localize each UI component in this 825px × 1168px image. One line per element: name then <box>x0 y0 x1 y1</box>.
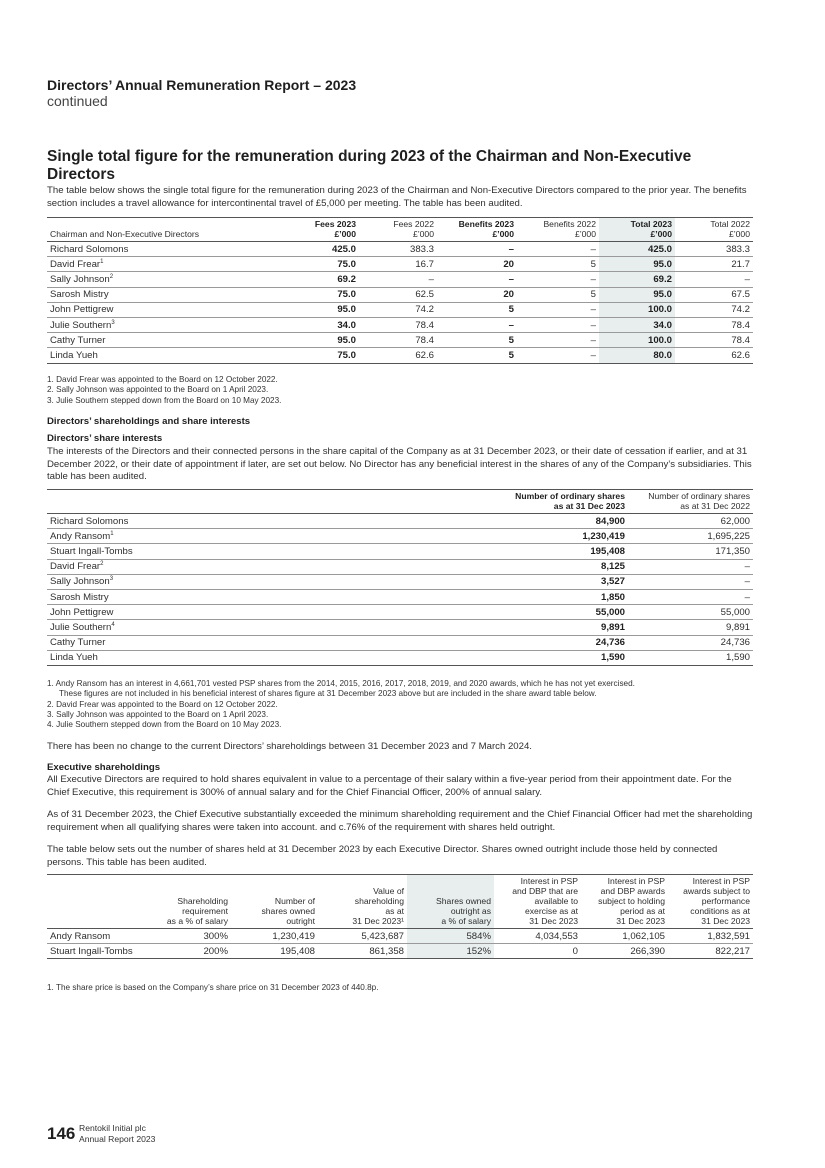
table-row <box>47 589 753 604</box>
cell-fees2023: 75.0 <box>287 287 359 302</box>
section2-heading: Directors’ shareholdings and share interests <box>47 416 251 427</box>
footnote: 3. Julie Southern stepped down from the Board on 10 May 2023. <box>47 395 282 405</box>
cell-shares2023: 3,527 <box>497 574 628 589</box>
director-name: Linda Yueh <box>47 348 287 363</box>
director-name: Richard Solomons <box>47 242 287 257</box>
director-name: Sarosh Mistry <box>47 589 497 604</box>
section3-para3: The table below sets out the number of shares held at 31 December 2023 by each Executive Director. Shares owned outright include those held by connected persons. This table has been audited. <box>47 844 718 868</box>
table-row <box>47 317 753 332</box>
table-row <box>47 333 753 348</box>
cell-benefits2022: 5 <box>517 257 599 272</box>
col-header-value: Value of shareholding as at 31 Dec 2023¹ <box>318 875 407 929</box>
footnote: 3. Sally Johnson was appointed to the Board on 1 April 2023. <box>47 709 269 719</box>
col-header-exercise: Interest in PSP and DBP that are available to exercise as at 31 Dec 2023 <box>494 875 581 929</box>
cell-shares2022: 55,000 <box>628 605 753 620</box>
report-title: Directors’ Annual Remuneration Report – 2023 <box>47 77 357 93</box>
cell-shares2022: 62,000 <box>628 514 753 529</box>
director-name: Linda Yueh <box>47 650 497 665</box>
cell-total2022: 67.5 <box>675 287 753 302</box>
director-name: David Frear$^1$ <box>47 257 287 272</box>
director-name: John Pettigrew <box>47 302 287 317</box>
cell-fees2022: 78.4 <box>359 333 437 348</box>
cell-shares2023: 24,736 <box>497 635 628 650</box>
cell-shares2022: – <box>628 559 753 574</box>
cell-requirement: 300% <box>147 929 231 944</box>
table-row <box>47 257 753 272</box>
director-name: Cathy Turner <box>47 635 497 650</box>
cell-exercise: 4,034,553 <box>494 929 581 944</box>
report-subtitle: continued <box>47 93 108 109</box>
cell-benefits2023: 5 <box>437 333 517 348</box>
cell-benefits2022: – <box>517 348 599 363</box>
cell-benefits2023: 20 <box>437 257 517 272</box>
cell-benefits2022: 5 <box>517 287 599 302</box>
cell-benefits2022: – <box>517 272 599 287</box>
cell-total2023: 69.2 <box>599 272 675 287</box>
cell-fees2023: 75.0 <box>287 348 359 363</box>
cell-total2023: 95.0 <box>599 257 675 272</box>
cell-benefits2023: 20 <box>437 287 517 302</box>
cell-fees2023: 95.0 <box>287 302 359 317</box>
col-header-shares-owned: Number of shares owned outright <box>231 875 318 929</box>
cell-shares-owned: 1,230,419 <box>231 929 318 944</box>
page-number: 146 <box>47 1124 76 1143</box>
table-row <box>47 620 753 635</box>
cell-shares2022: 1,695,225 <box>628 529 753 544</box>
cell-holding: 266,390 <box>581 944 668 959</box>
cell-total2022: 383.3 <box>675 242 753 257</box>
cell-benefits2023: – <box>437 242 517 257</box>
cell-total2022: 74.2 <box>675 302 753 317</box>
cell-shares2022: – <box>628 589 753 604</box>
cell-shares-owned: 195,408 <box>231 944 318 959</box>
col-header-holding: Interest in PSP and DBP awards subject to holding period as at 31 Dec 2023 <box>581 875 668 929</box>
cell-shares2022: 9,891 <box>628 620 753 635</box>
col-header-shares2022: Number of ordinary shares as at 31 Dec 2022 <box>628 490 753 514</box>
director-share-interests-table <box>47 489 753 666</box>
cell-fees2022: 62.5 <box>359 287 437 302</box>
col-header-name: Chairman and Non-Executive Directors <box>47 218 287 242</box>
col-header-benefits2022: Benefits 2022 £’000 <box>517 218 599 242</box>
cell-shares2022: 171,350 <box>628 544 753 559</box>
footer-company: Rentokil Initial plc <box>79 1123 146 1133</box>
no-change-statement: There has been no change to the current Directors’ shareholdings between 31 December 2023 and 7 March 2024. <box>47 741 532 752</box>
cell-fees2023: 75.0 <box>287 257 359 272</box>
cell-exercise: 0 <box>494 944 581 959</box>
cell-requirement: 200% <box>147 944 231 959</box>
col-header-fees2023: Fees 2023 £’000 <box>287 218 359 242</box>
table-row <box>47 650 753 665</box>
cell-performance: 822,217 <box>668 944 753 959</box>
section3-heading: Executive shareholdings <box>47 762 161 773</box>
table-row <box>47 514 753 529</box>
cell-total2023: 80.0 <box>599 348 675 363</box>
cell-total2022: – <box>675 272 753 287</box>
cell-total2022: 78.4 <box>675 333 753 348</box>
table-row <box>47 574 753 589</box>
footnote: 2. David Frear was appointed to the Board on 12 October 2022. <box>47 699 278 709</box>
cell-holding: 1,062,105 <box>581 929 668 944</box>
cell-pct-salary: 584% <box>407 929 494 944</box>
cell-shares2023: 8,125 <box>497 559 628 574</box>
cell-fees2023: 69.2 <box>287 272 359 287</box>
cell-total2023: 100.0 <box>599 333 675 348</box>
col-header-benefits2023: Benefits 2023 £’000 <box>437 218 517 242</box>
cell-total2022: 62.6 <box>675 348 753 363</box>
section-heading-single-total: Single total figure for the remuneration during 2023 of the Chairman and Non-Executive Directors <box>47 148 692 183</box>
cell-benefits2023: – <box>437 317 517 332</box>
table-row <box>47 302 753 317</box>
director-name: Julie Southern$^3$ <box>47 317 287 332</box>
cell-shares2023: 84,900 <box>497 514 628 529</box>
cell-shares2023: 1,230,419 <box>497 529 628 544</box>
section3-footnote: 1. The share price is based on the Company’s share price on 31 December 2023 of 440.8p. <box>47 983 379 992</box>
cell-fees2023: 95.0 <box>287 333 359 348</box>
table-row <box>47 635 753 650</box>
col-header-total2023: Total 2023 £’000 <box>599 218 675 242</box>
cell-fees2022: 383.3 <box>359 242 437 257</box>
section3-para2: As of 31 December 2023, the Chief Executive substantially exceeded the minimum shareholding requirement and the Chief Financial Officer had met the shareholding requirement when all qualifying shares were taken into account. and c.76% of the requirement with shares held outright. <box>47 809 753 833</box>
director-name: Julie Southern$^4$ <box>47 620 497 635</box>
cell-shares2023: 1,590 <box>497 650 628 665</box>
cell-total2023: 34.0 <box>599 317 675 332</box>
cell-shares2022: 1,590 <box>628 650 753 665</box>
table-row <box>47 544 753 559</box>
table-row <box>47 929 753 944</box>
table-row <box>47 944 753 959</box>
cell-fees2023: 34.0 <box>287 317 359 332</box>
footnote: 2. Sally Johnson was appointed to the Board on 1 April 2023. <box>47 385 269 395</box>
section1-footnotes <box>47 375 753 406</box>
table-row <box>47 529 753 544</box>
col-header-total2022: Total 2022 £’000 <box>675 218 753 242</box>
cell-shares2023: 195,408 <box>497 544 628 559</box>
cell-pct-salary: 152% <box>407 944 494 959</box>
cell-benefits2023: 5 <box>437 302 517 317</box>
section2-subheading: Directors’ share interests <box>47 433 163 444</box>
director-name: Andy Ransom <box>47 929 147 944</box>
cell-fees2022: 62.6 <box>359 348 437 363</box>
footnote: 1. David Frear was appointed to the Board on 12 October 2022. <box>47 375 278 384</box>
cell-total2023: 95.0 <box>599 287 675 302</box>
director-name: John Pettigrew <box>47 605 497 620</box>
table-row <box>47 242 753 257</box>
cell-shares2023: 9,891 <box>497 620 628 635</box>
cell-benefits2023: – <box>437 272 517 287</box>
table-row <box>47 287 753 302</box>
col-header-shares2023: Number of ordinary shares as at 31 Dec 2023 <box>497 490 628 514</box>
table-row <box>47 348 753 363</box>
cell-benefits2023: 5 <box>437 348 517 363</box>
cell-fees2022: 78.4 <box>359 317 437 332</box>
section2-footnotes <box>47 679 753 730</box>
director-name: Sarosh Mistry <box>47 287 287 302</box>
footnote: 1. Andy Ransom has an interest in 4,661,701 vested PSP shares from the 2014, 2015, 2016, 2017, 2018, 2019, and 2020 awards, which he has not yet exercised. <box>47 679 635 688</box>
cell-benefits2022: – <box>517 317 599 332</box>
cell-benefits2022: – <box>517 302 599 317</box>
cell-performance: 1,832,591 <box>668 929 753 944</box>
cell-total2023: 100.0 <box>599 302 675 317</box>
cell-shares2022: – <box>628 574 753 589</box>
table-row <box>47 605 753 620</box>
col-header-requirement: Shareholding requirement as a % of salary <box>147 875 231 929</box>
director-name: Sally Johnson$^3$ <box>47 574 497 589</box>
cell-fees2023: 425.0 <box>287 242 359 257</box>
director-name: Cathy Turner <box>47 333 287 348</box>
col-header-fees2022: Fees 2022 £’000 <box>359 218 437 242</box>
cell-benefits2022: – <box>517 242 599 257</box>
director-name: Sally Johnson$^2$ <box>47 272 287 287</box>
director-name: Stuart Ingall-Tombs <box>47 944 147 959</box>
table-row <box>47 559 753 574</box>
section2-intro: The interests of the Directors and their connected persons in the share capital of the Company as at 31 December 2023, or their date of cessation if earlier, and at 31 December 2022, or their date of appointment if later, are set out below. No Director has any beneficial interest in the shares of any of the Company’s subsidiaries. This table has been audited. <box>47 446 752 483</box>
section1-intro: The table below shows the single total figure for the remuneration during 2023 of the Chairman and Non-Executive Directors compared to the prior year. The benefits section includes a travel allowance for intercontinental travel of £5,000 per meeting. The table has been audited. <box>47 185 747 209</box>
cell-total2023: 425.0 <box>599 242 675 257</box>
director-name: Stuart Ingall-Tombs <box>47 544 497 559</box>
cell-total2022: 21.7 <box>675 257 753 272</box>
footer-publication <box>79 1123 155 1144</box>
footnote: These figures are not included in his beneficial interest of shares figure at 31 December 2023 above but are included in the share award table below. <box>59 689 597 699</box>
table-row <box>47 272 753 287</box>
cell-shares2023: 1,850 <box>497 589 628 604</box>
director-name: David Frear$^2$ <box>47 559 497 574</box>
cell-fees2022: 74.2 <box>359 302 437 317</box>
footnote: 4. Julie Southern stepped down from the Board on 10 May 2023. <box>47 720 282 730</box>
cell-total2022: 78.4 <box>675 317 753 332</box>
cell-fees2022: 16.7 <box>359 257 437 272</box>
director-name: Andy Ransom$^1$ <box>47 529 497 544</box>
director-name: Richard Solomons <box>47 514 497 529</box>
section3-para1: All Executive Directors are required to hold shares equivalent in value to a percentage of their salary within a five-year period from their appointment date. For the Chief Executive, this requirement is 300% of annual salary and for the Chief Financial Officer, 200% of annual salary. <box>47 774 732 798</box>
col-header-performance: Interest in PSP awards subject to performance conditions as at 31 Dec 2023 <box>668 875 753 929</box>
cell-shares2022: 24,736 <box>628 635 753 650</box>
cell-value: 5,423,687 <box>318 929 407 944</box>
col-header-pct-salary: Shares owned outright as a % of salary <box>407 875 494 929</box>
nonexec-remuneration-table <box>47 217 753 364</box>
footer-report: Annual Report 2023 <box>79 1133 156 1144</box>
cell-shares2023: 55,000 <box>497 605 628 620</box>
executive-shareholdings-table <box>47 874 753 959</box>
cell-fees2022: – <box>359 272 437 287</box>
cell-benefits2022: – <box>517 333 599 348</box>
cell-value: 861,358 <box>318 944 407 959</box>
